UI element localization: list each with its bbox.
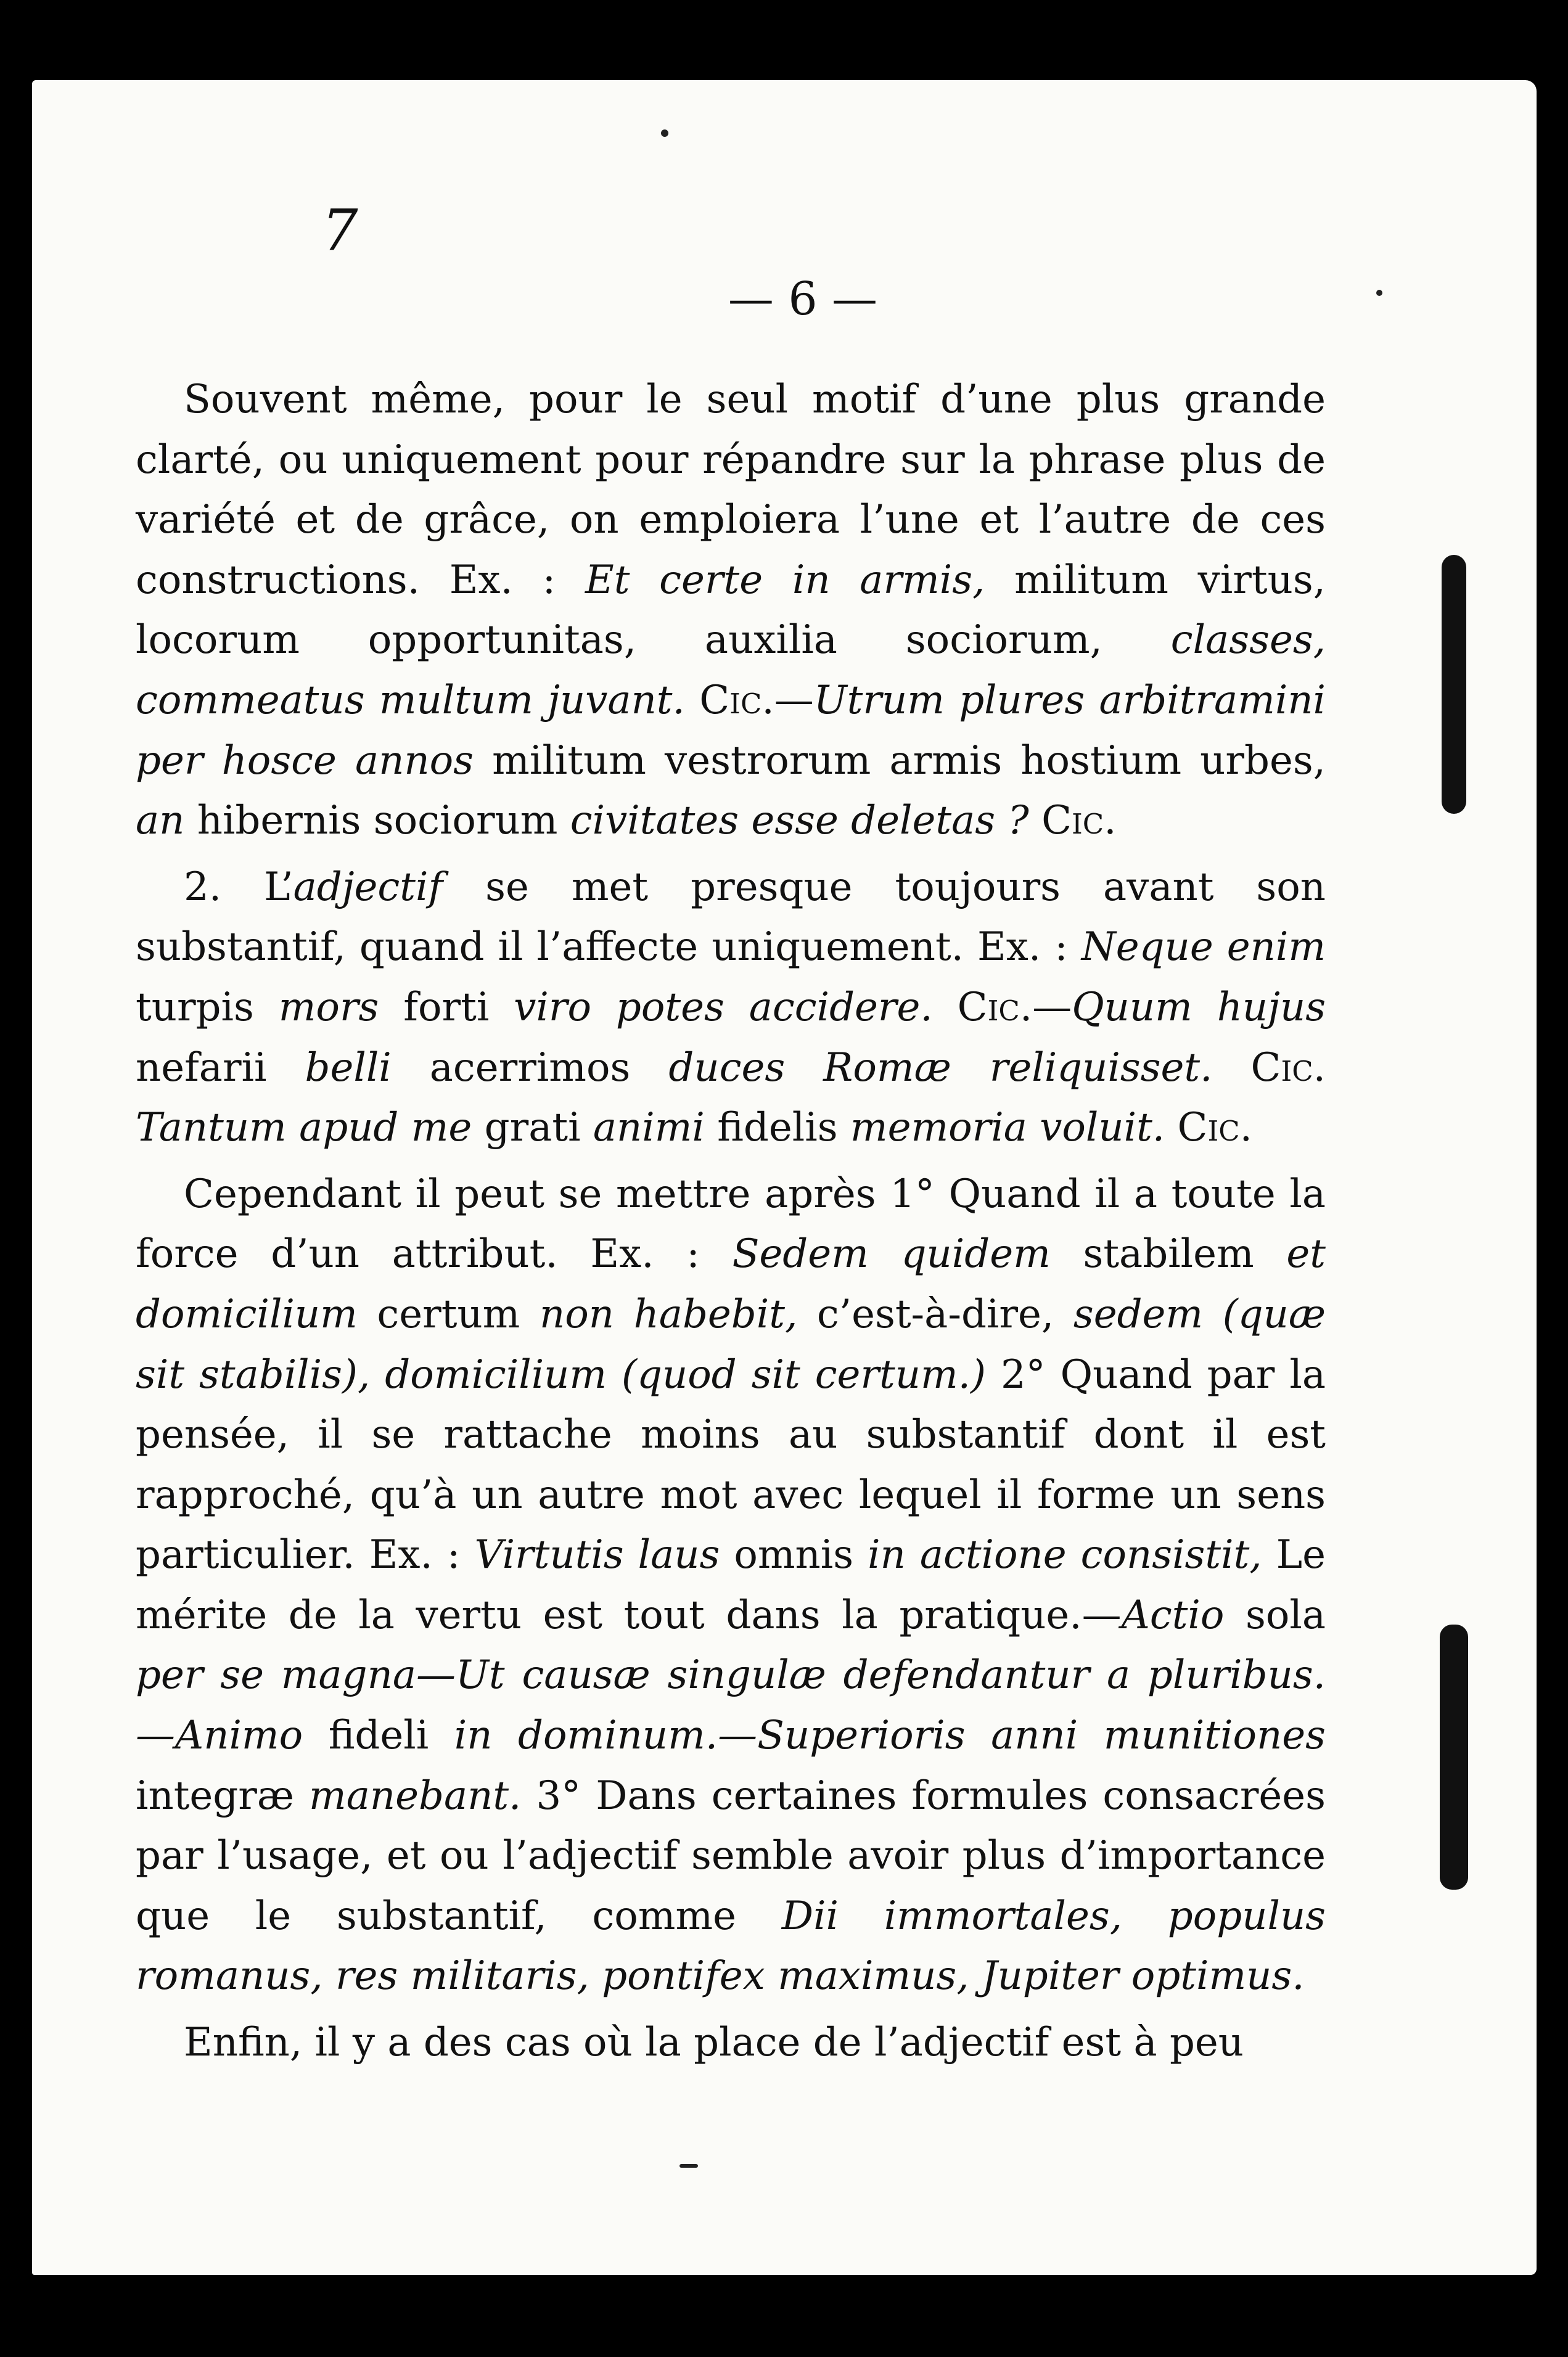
text-run: grati [472, 1105, 593, 1151]
text-run: militum vestrorum armis hostium urbes, [474, 737, 1326, 784]
book-page [32, 80, 1537, 2275]
italic-text-run: belli [305, 1044, 392, 1091]
text-run: se met presque toujours avant son substantif, quand il l’affecte uniquement. Ex. : [136, 864, 1326, 970]
italic-text-run: Et certe in armis, [585, 557, 985, 603]
italic-text-run: in actione consistit, [868, 1532, 1262, 1578]
paper-speck [679, 2164, 698, 2168]
text-run: integræ [136, 1773, 310, 1819]
italic-text-run: classes, commeatus multum juvant. [136, 617, 1326, 723]
paragraph [136, 1165, 1326, 2007]
italic-text-run: Neque enim [1081, 924, 1326, 970]
text-run: certum [357, 1291, 540, 1337]
text-run: — [1032, 984, 1072, 1030]
text-run [1029, 798, 1041, 843]
italic-text-run: per se magna—Ut causæ singulæ defendantur a pluribus.—Animo [136, 1652, 1326, 1759]
citation-abbrev: Cic. [699, 677, 774, 723]
text-run: omnis [720, 1532, 868, 1578]
italic-text-run: memoria voluit. [850, 1105, 1165, 1151]
italic-text-run: in dominum.—Superioris anni munitiones [454, 1713, 1326, 1759]
text-run: forti [379, 984, 514, 1030]
italic-text-run: non habebit, [540, 1291, 798, 1337]
citation-abbrev: Cic. [957, 984, 1033, 1030]
italic-text-run: Actio [1121, 1592, 1225, 1638]
paragraph [136, 370, 1326, 851]
text-run: fidelis [704, 1105, 850, 1151]
text-run: stabilem [1050, 1231, 1287, 1277]
text-run: Le mérite de la vertu est tout dans la pratique.— [136, 1532, 1326, 1638]
italic-text-run: Dii immortales, populus romanus, res militaris, pontifex maximus, Jupiter optimus. [136, 1893, 1326, 1999]
italic-text-run: sedem (quæ sit stabilis), domicilium (quod sit certum.) [136, 1291, 1326, 1398]
italic-text-run: adjectif [293, 864, 443, 910]
text-run: sola [1224, 1592, 1326, 1638]
text-run: militum virtus, locorum opportunitas, auxilia sociorum, [136, 557, 1326, 663]
text-run [933, 985, 958, 1030]
text-run: c’est-à-dire, [797, 1291, 1073, 1337]
italic-text-run: Virtutis laus [474, 1532, 720, 1578]
text-run: 3° Dans certaines formules consacrées par l’usage, et ou l’adjectif semble avoir plus d’importance que le substantif, comme [136, 1773, 1326, 1939]
italic-text-run: civitates esse deletas ? [570, 798, 1029, 844]
text-run: 2. L’ [184, 864, 293, 910]
text-run: acerrimos [391, 1044, 669, 1091]
paper-speck [1376, 290, 1382, 296]
paper-speck [661, 129, 668, 137]
italic-text-run: Sedem quidem [732, 1231, 1051, 1277]
italic-text-run: viro potes accidere. [514, 984, 933, 1030]
italic-text-run: manebant. [309, 1773, 522, 1819]
text-run: 2° Quand par la pensée, il se rattache moins au substantif dont il est rapproché, qu’à un autre mot avec lequel il forme un sens particulier. Ex. : [136, 1351, 1326, 1578]
italic-text-run: Quum hujus [1072, 984, 1326, 1030]
italic-text-run: Tantum apud me [136, 1105, 472, 1151]
italic-text-run: mors [278, 984, 379, 1030]
text-run [1165, 1105, 1177, 1150]
text-run [1212, 1045, 1250, 1091]
text-run: — [774, 677, 814, 723]
italic-text-run: an [136, 798, 185, 844]
text-run: hibernis sociorum [184, 798, 570, 844]
binding-shadow-mark [1442, 555, 1466, 814]
text-run: fideli [303, 1713, 454, 1759]
italic-text-run: et domicilium [136, 1231, 1326, 1337]
margin-pencil-mark: 7 [322, 197, 358, 263]
italic-text-run: Utrum plures arbitramini per hosce annos [136, 677, 1326, 784]
paragraph [136, 858, 1326, 1158]
binding-shadow-mark [1440, 1625, 1468, 1890]
text-run: Cependant il peut se mettre après 1° Quand il a toute la force d’un attribut. Ex. : [136, 1171, 1326, 1277]
citation-abbrev: Cic. [1041, 798, 1117, 844]
text-run: nefarii [136, 1044, 305, 1091]
page-number: — 6 — [728, 273, 878, 326]
text-run: Enfin, il y a des cas où la place de l’adjectif est à peu [184, 2020, 1244, 2066]
page-body [136, 370, 1326, 2073]
citation-abbrev: Cic. [1250, 1044, 1326, 1091]
paragraph [136, 2013, 1326, 2073]
text-run: Souvent même, pour le seul motif d’une plus grande clarté, ou uniquement pour répandre sur la phrase plus de variété et de grâce, on emploiera l’une et l’autre de ces constructions. Ex. : [136, 377, 1326, 603]
text-run: turpis [136, 984, 279, 1030]
italic-text-run: animi [593, 1105, 705, 1151]
citation-abbrev: Cic. [1177, 1105, 1252, 1151]
text-run [685, 678, 699, 723]
italic-text-run: duces Romæ reliquisset. [668, 1044, 1213, 1091]
